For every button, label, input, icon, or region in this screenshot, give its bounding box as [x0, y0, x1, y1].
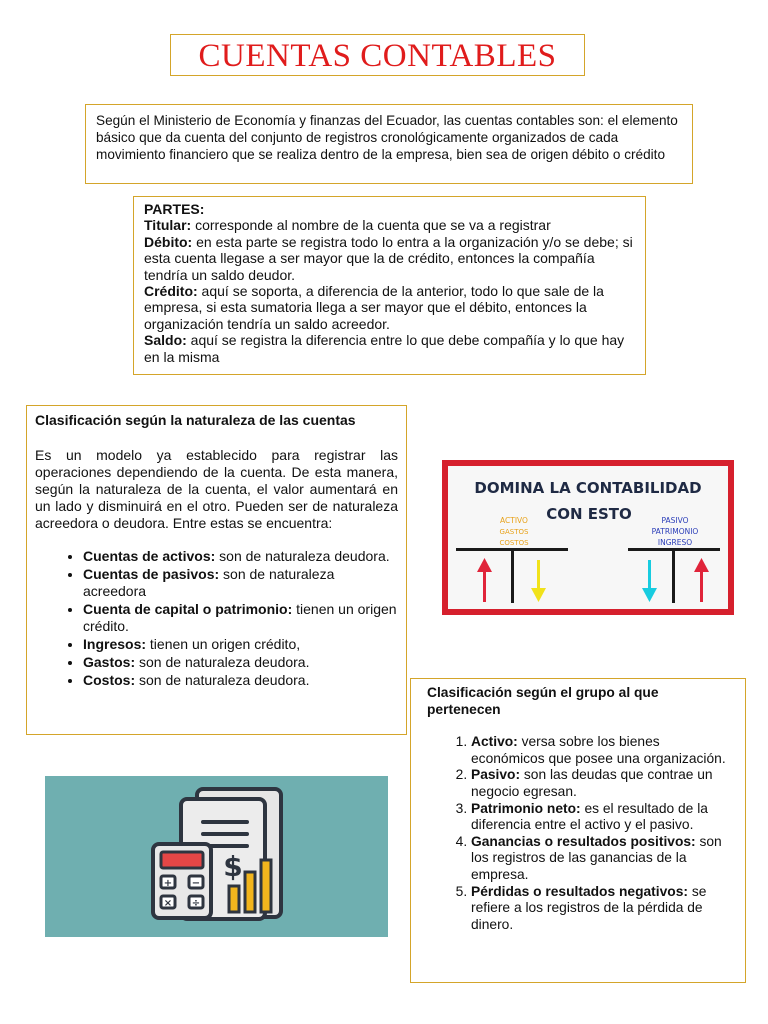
intro-box: [85, 104, 693, 184]
grupo-list: [423, 734, 733, 933]
svg-text:+: +: [163, 878, 173, 889]
t-account-diagram: [448, 466, 728, 609]
list-item: • Costos: son de naturaleza deudora.: [83, 672, 398, 689]
partes-item-debito: Débito: en esta parte se registra todo lo entra a la organización y/o se debe; si esta cuenta llegase a ser mayor que la de crédito, entonces la compañía tendría un saldo deudor.: [144, 233, 633, 283]
grupo-heading: Clasificación según el grupo al que pertenecen: [427, 685, 659, 717]
page-title: CUENTAS CONTABLES: [198, 38, 557, 74]
list-item: 3. Patrimonio neto: es el resultado de la diferencia entre el activo y el pasivo.: [471, 801, 733, 834]
t-left-stem: [511, 548, 514, 603]
label-costos: COSTOS: [499, 539, 529, 547]
naturaleza-body: Es un modelo ya establecido para registrar las operaciones dependiendo de la cuenta. De esta manera, según la naturaleza de la cuenta, el valor aumentará en un lado y disminuirá en el otro. Pueden ser de naturaleza acreedora o deudora. Entre estas se encuentra:: [35, 447, 398, 531]
infographic-title-line1: DOMINA LA CONTABILIDAD: [474, 479, 702, 497]
list-item: • Cuentas de activos: son de naturaleza deudora.: [83, 548, 398, 565]
partes-box: [133, 196, 646, 375]
arrow-down-yellow-icon: [531, 560, 546, 602]
label-ingreso: INGRESO: [657, 538, 693, 547]
partes-item-credito: Crédito: aquí se soporta, a diferencia de la anterior, todo lo que sale de la empresa, si esta sumatoria llega a ser mayor que el débito, entonces la organización tendría un saldo acreedor.: [144, 283, 604, 332]
list-item: 1. Activo: versa sobre los bienes económicos que posee una organización.: [471, 734, 733, 767]
svg-text:×: ×: [163, 898, 173, 909]
list-item: • Gastos: son de naturaleza deudora.: [83, 654, 398, 671]
label-gastos: GASTOS: [499, 528, 529, 536]
intro-text: Según el Ministerio de Economía y finanzas del Ecuador, las cuentas contables son: el elemento básico que da cuenta del conjunto de registros cronológicamente organizados de cada movimiento financiero que se realiza dentro de la empresa, bien sea de origen débito o crédito: [96, 113, 678, 162]
arrow-up-red-right-icon: [694, 558, 709, 602]
infographic-title-line2: CON ESTO: [546, 505, 632, 523]
t-account-infographic: [442, 460, 734, 615]
naturaleza-box: [26, 405, 407, 735]
calculator-document-icon: [45, 776, 388, 937]
list-item: • Cuenta de capital o patrimonio: tienen un origen crédito.: [83, 601, 398, 635]
partes-item-titular: Titular: corresponde al nombre de la cuenta que se va a registrar: [144, 217, 551, 234]
list-item: 2. Pasivo: son las deudas que contrae un negocio egresan.: [471, 767, 733, 800]
label-activo: ACTIVO: [500, 516, 528, 525]
t-right-stem: [672, 548, 675, 603]
grupo-box: [410, 678, 746, 983]
list-item: 5. Pérdidas o resultados negativos: se refiere a los registros de la pérdida de dinero.: [471, 884, 733, 934]
accounting-illustration: [45, 776, 388, 937]
label-pasivo: PASIVO: [661, 516, 689, 525]
list-item: 4. Ganancias o resultados positivos: son los registros de las ganancias de la empresa.: [471, 834, 733, 884]
naturaleza-heading: Clasificación según la naturaleza de las cuentas: [35, 412, 356, 428]
partes-heading: PARTES:: [144, 201, 205, 217]
svg-text:−: −: [191, 878, 201, 889]
arrow-down-cyan-icon: [642, 560, 657, 602]
arrow-up-red-left-icon: [477, 558, 492, 602]
list-item: • Ingresos: tienen un origen crédito,: [83, 636, 398, 653]
label-patrimonio: PATRIMONIO: [651, 527, 699, 536]
svg-text:÷: ÷: [191, 898, 201, 909]
list-item: • Cuentas de pasivos: son de naturaleza acreedora: [83, 566, 398, 600]
partes-item-saldo: Saldo: aquí se registra la diferencia entre lo que debe compañía y lo que hay en la misma: [144, 332, 625, 365]
title-box: [170, 34, 585, 76]
dollar-icon: $: [223, 850, 243, 883]
naturaleza-list: [35, 548, 398, 689]
